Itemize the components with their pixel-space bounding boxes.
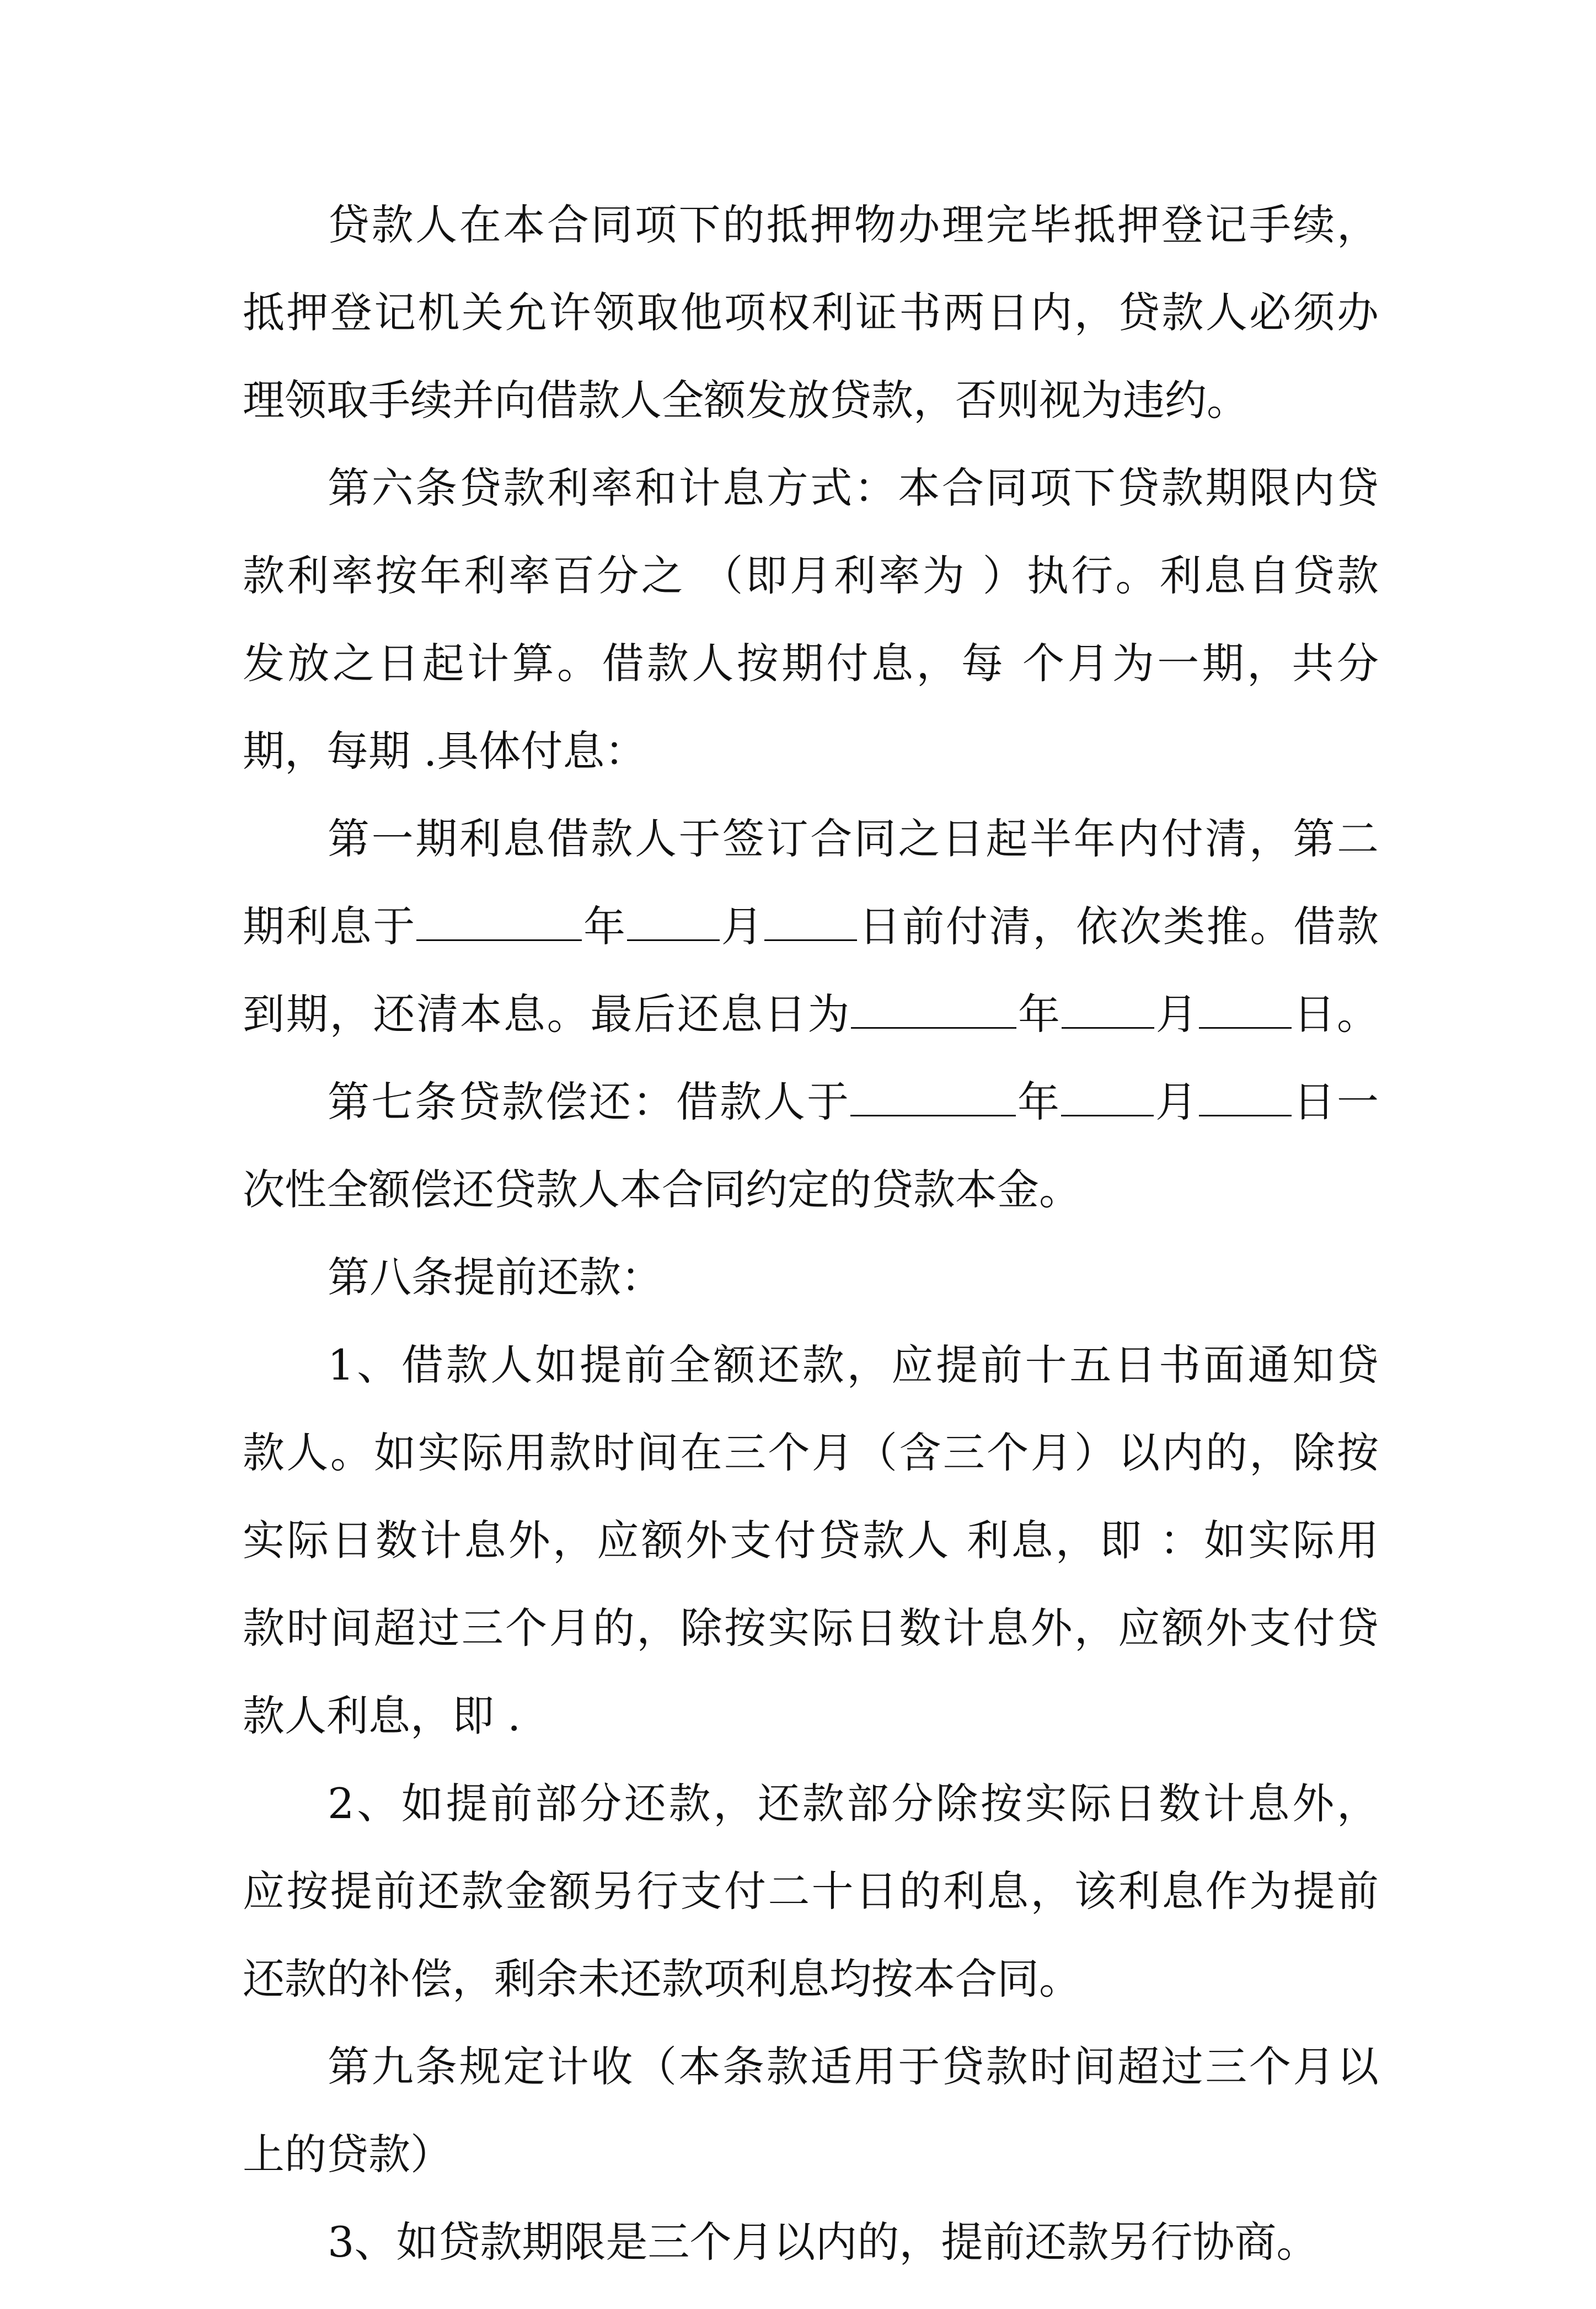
text-segment: 年: [582, 902, 627, 951]
paragraph-line: 次性全额偿还贷款人本合同约定的贷款本金。: [243, 1165, 1081, 1214]
text-segment: 日。: [1292, 990, 1379, 1039]
fill-in-blank-year: [851, 994, 1016, 1029]
fill-in-blank-day: [1199, 994, 1292, 1029]
text-segment: 日一: [1292, 1077, 1379, 1126]
paragraph-line: 款利率按年利率百分之 （即月利率为 ）执行。利息自贷款: [243, 551, 1379, 600]
text-segment: 日前付清，依次类推。借款: [857, 902, 1379, 951]
text-segment: 月: [1154, 1077, 1199, 1126]
fill-in-blank-day: [764, 906, 857, 941]
paragraph-line: 款时间超过三个月的，除按实际日数计息外，应额外支付贷: [243, 1604, 1379, 1653]
fill-in-blank-year: [416, 906, 582, 941]
paragraph-line: 抵押登记机关允许领取他项权利证书两日内，贷款人必须办: [243, 288, 1379, 337]
fill-in-blank-year: [850, 1082, 1016, 1116]
document-page: [243, 200, 1379, 2309]
paragraph-line-with-blanks: [243, 902, 1379, 951]
paragraph-line: 发放之日起计算。借款人按期付息，每 个月为一期，共分: [243, 639, 1379, 688]
paragraph-line: 还款的补偿，剩余未还款项利息均按本合同。: [243, 1954, 1081, 2003]
text-segment: 月: [1154, 990, 1199, 1039]
fill-in-blank-month: [1061, 1082, 1154, 1116]
text-segment: 期利息于: [243, 902, 417, 951]
text-segment: 第七条贷款偿还：借款人于: [328, 1077, 850, 1126]
paragraph-line: 贷款人在本合同项下的抵押物办理完毕抵押登记手续，: [328, 200, 1379, 249]
paragraph-line: 第一期利息借款人于签订合同之日起半年内付清，第二: [328, 814, 1379, 863]
fill-in-blank-month: [627, 906, 720, 941]
clause-2-line: 2、如提前部分还款，还款部分除按实际日数计息外，: [328, 1779, 1379, 1828]
clause-1-line: 1、借款人如提前全额还款，应提前十五日书面通知贷: [328, 1340, 1379, 1389]
paragraph-line: 应按提前还款金额另行支付二十日的利息，该利息作为提前: [243, 1867, 1379, 1916]
article-7-line-with-blanks: [243, 1077, 1379, 1126]
text-segment: 到期，还清本息。最后还息日为: [243, 990, 851, 1039]
paragraph-line: 款人。如实际用款时间在三个月（含三个月）以内的，除按: [243, 1428, 1379, 1477]
article-8-heading: 第八条提前还款：: [328, 1253, 663, 1302]
paragraph-line: 期，每期 .具体付息：: [243, 726, 647, 776]
article-6-heading-line: 第六条贷款利率和计息方式：本合同项下贷款期限内贷: [328, 463, 1379, 512]
paragraph-line: 款人利息，即 .: [243, 1691, 521, 1740]
text-segment: 月: [719, 902, 765, 951]
fill-in-blank-day: [1199, 1082, 1292, 1116]
paragraph-line: 理领取手续并向借款人全额发放贷款，否则视为违约。: [243, 376, 1249, 425]
fill-in-blank-month: [1062, 994, 1154, 1029]
paragraph-line: 上的贷款）: [243, 2130, 452, 2179]
paragraph-line-with-blanks: [243, 990, 1379, 1039]
article-9-line: 第九条规定计收（本条款适用于贷款时间超过三个月以: [328, 2042, 1379, 2091]
clause-3-line: 3、如贷款期限是三个月以内的，提前还款另行协商。: [328, 2217, 1319, 2267]
text-segment: 年: [1016, 990, 1062, 1039]
text-segment: 年: [1016, 1077, 1061, 1126]
paragraph-line: 实际日数计息外，应额外支付贷款人 利息，即 ：如实际用: [243, 1516, 1379, 1565]
